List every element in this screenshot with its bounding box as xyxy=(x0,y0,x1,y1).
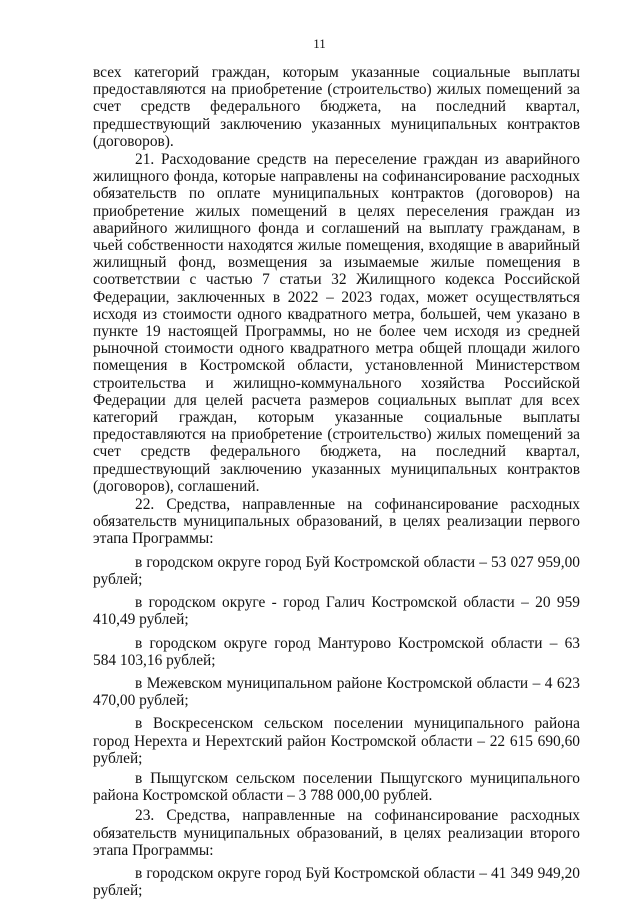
funding-entry-galich-stage1: в городском округе - город Галич Костромской области – 20 959 410,49 рублей; xyxy=(93,594,580,629)
paragraph-item-22: 22. Средства, направленные на софинансирование расходных обязательств муниципальных образований, в целях реализации первого этапа Программы: xyxy=(93,496,580,548)
paragraph-item-23: 23. Средства, направленные на софинансирование расходных обязательств муниципальных образований, в целях реализации второго этапа Программы: xyxy=(93,807,580,859)
funding-entry-manturovo-stage1: в городском округе город Мантурово Костромской области – 63 584 103,16 рублей; xyxy=(93,634,580,669)
paragraph-item-21: 21. Расходование средств на переселение граждан из аварийного жилищного фонда, которые направлены на софинансирование расходных обязательств по оплате муниципальных контрактов (договоров) на приобретение жилых помещений в целях переселения граждан из аварийного жилищного фонда и соглашений на выплату гражданам, в чьей собственности находятся жилые помещения, входящие в аварийный жилищный фонд, возмещения за изымаемые жилые помещения в соответствии с частью 7 статьи 32 Жилищного кодекса Российской Федерации, заключенных в 2022 – 2023 годах, может осуществляться исходя из стоимости одного квадратного метра, большей, чем указано в пункте 19 настоящей Программы, но не более чем исходя из средней рыночной стоимости одного квадратного метра общей площади жилого помещения в Костромской области, установленной Министерством строительства и жилищно-коммунального хозяйства Российской Федерации для целей расчета размеров социальных выплат для всех категорий граждан, которым указанные социальные выплаты предоставляются на приобретение (строительство) жилых помещений за счет средств федерального бюджета, на последний квартал, предшествующий заключению указанных муниципальных контрактов (договоров), соглашений. xyxy=(93,151,580,495)
funding-entry-buy-stage1: в городском округе город Буй Костромской области – 53 027 959,00 рублей; xyxy=(93,553,580,588)
page-number: 11 xyxy=(313,36,326,51)
funding-entry-mezha-stage1: в Межевском муниципальном районе Костромской области – 4 623 470,00 рублей; xyxy=(93,674,580,710)
funding-entry-buy-stage2: в городском округе город Буй Костромской области – 41 349 949,20 рублей; xyxy=(93,864,580,900)
document-body xyxy=(93,64,580,899)
funding-entry-voskresenskoe-stage1: в Воскресенском сельском поселении муниципального района город Нерехта и Нерехтский район Костромской области – 22 615 690,60 рублей; xyxy=(93,715,580,767)
funding-entry-pyshchug-stage1: в Пыщугском сельском поселении Пыщугского муниципального района Костромской области – 3 788 000,00 рублей. xyxy=(93,769,580,805)
paragraph-continuation: всех категорий граждан, которым указанные социальные выплаты предоставляются на приобретение (строительство) жилых помещений за счет средств федерального бюджета, на последний квартал, предшествующий заключению указанных муниципальных контрактов (договоров). xyxy=(93,64,580,150)
